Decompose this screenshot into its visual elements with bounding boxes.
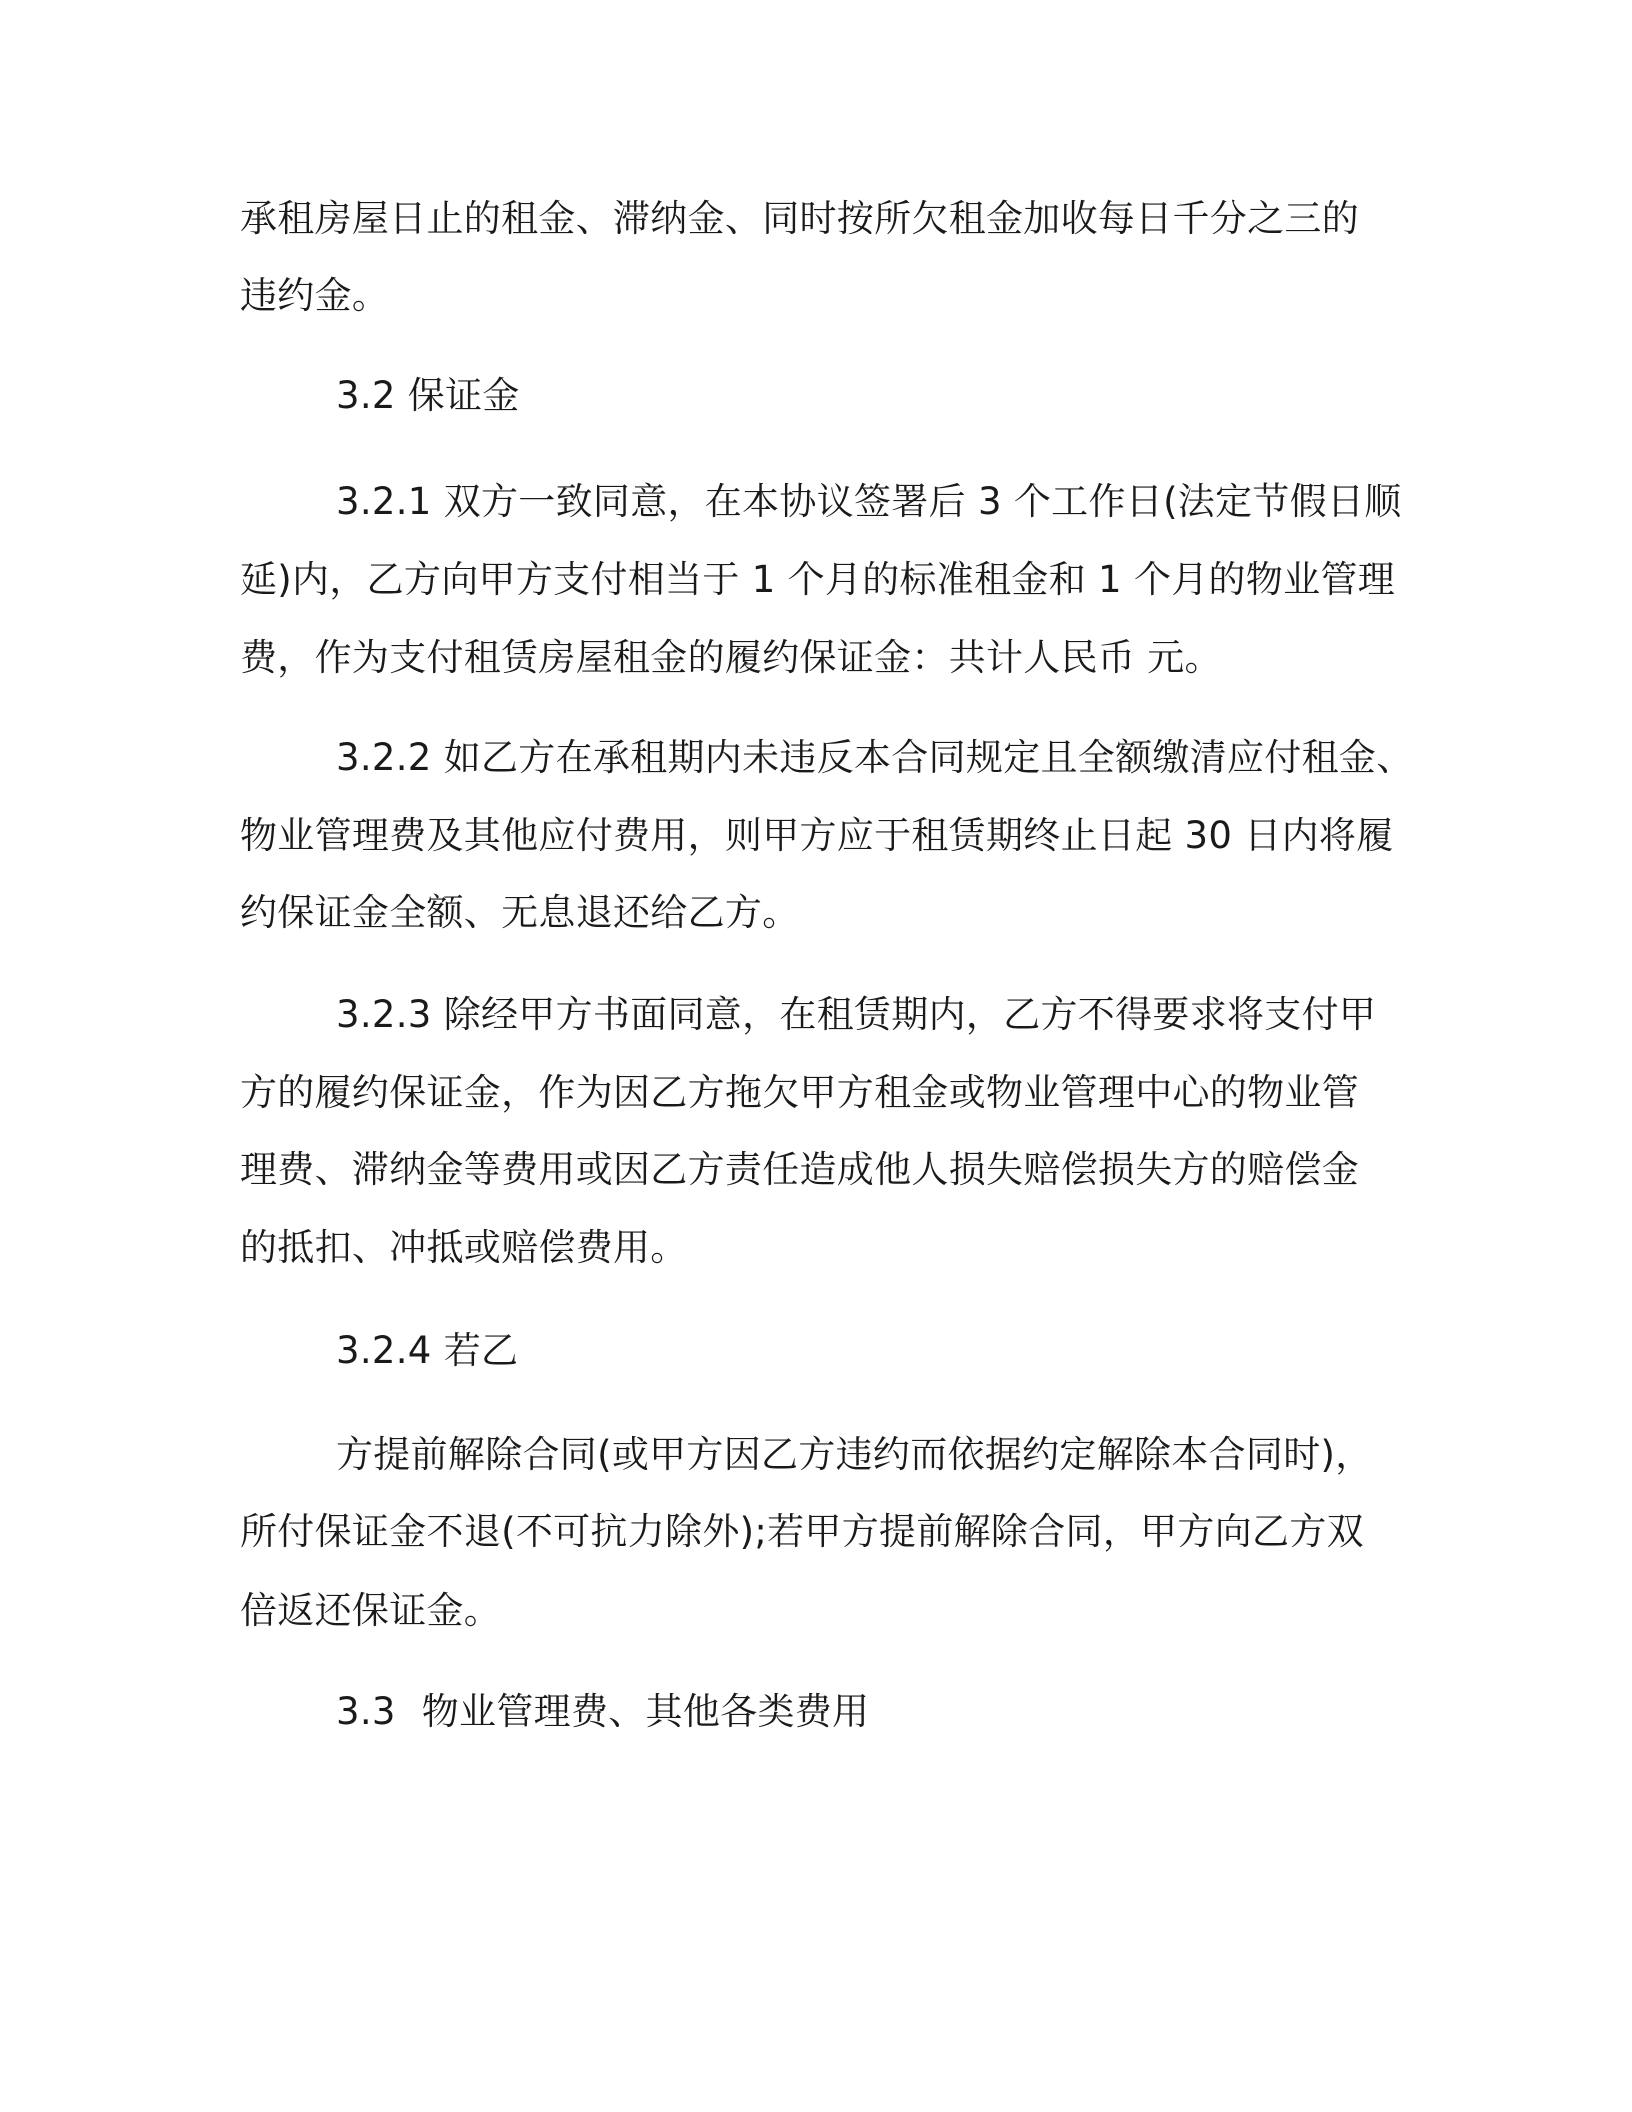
text-line: 承租房屋日止的租金、滞纳金、同时按所欠租金加收每日千分之三的 — [240, 197, 1359, 240]
text-line: 物业管理费及其他应付费用，则甲方应于租赁期终止日起 30 日内将履 — [240, 814, 1394, 857]
section-heading-3-2-4: 3.2.4 若乙 — [336, 1329, 519, 1372]
section-number: 3.3 — [336, 1690, 396, 1733]
text-line: 费，作为支付租赁房屋租金的履约保证金：共计人民币 元。 — [240, 636, 1222, 679]
text-line: 3.2.3 除经甲方书面同意，在租赁期内，乙方不得要求将支付甲 — [336, 993, 1377, 1036]
text-line: 3.2.1 双方一致同意，在本协议签署后 3 个工作日(法定节假日顺 — [336, 480, 1402, 523]
text-line: 理费、滞纳金等费用或因乙方责任造成他人损失赔偿损失方的赔偿金 — [240, 1148, 1359, 1191]
text-line: 所付保证金不退(不可抗力除外);若甲方提前解除合同，甲方向乙方双 — [240, 1510, 1364, 1553]
section-heading-3-2: 3.2 保证金 — [336, 374, 520, 417]
text-line: 延)内，乙方向甲方支付相当于 1 个月的标准租金和 1 个月的物业管理 — [240, 558, 1396, 601]
text-line: 违约金。 — [240, 274, 390, 317]
text-line: 方的履约保证金，作为因乙方拖欠甲方租金或物业管理中心的物业管 — [240, 1071, 1359, 1114]
text-line: 约保证金全额、无息退还给乙方。 — [240, 891, 800, 934]
text-line: 的抵扣、冲抵或赔偿费用。 — [240, 1226, 688, 1269]
text-line: 3.2.2 如乙方在承租期内未违反本合同规定且全额缴清应付租金、 — [336, 736, 1414, 779]
section-title: 物业管理费、其他各类费用 — [421, 1690, 870, 1733]
text-line: 方提前解除合同(或甲方因乙方违约而依据约定解除本合同时)， — [336, 1433, 1373, 1476]
text-line: 倍返还保证金。 — [240, 1589, 502, 1632]
section-heading-3-3 — [336, 1688, 869, 1736]
